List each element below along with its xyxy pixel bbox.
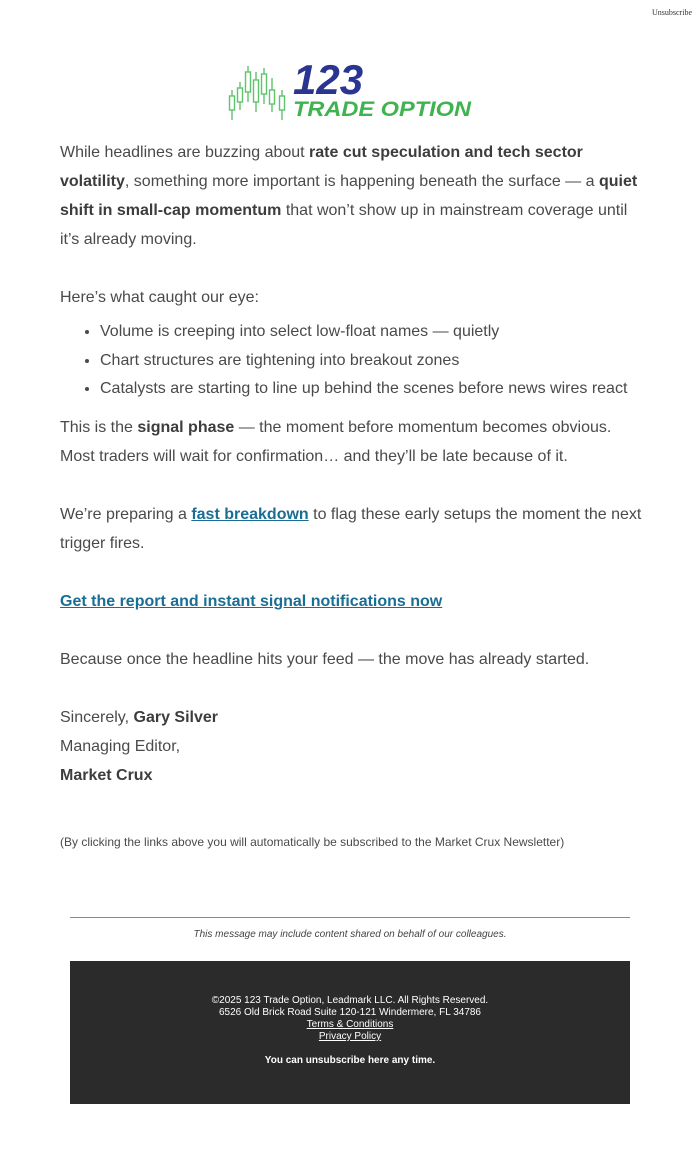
logo-number: 123 [293,56,364,103]
address-text: 6526 Old Brick Road Suite 120-121 Windermere, FL 34786 [219,1007,481,1018]
highlights-list [60,318,650,404]
footer [70,961,630,1104]
shared-content-note: This message may include content shared on behalf of our colleagues. [193,929,507,940]
footer-divider [70,917,630,918]
logo-text: TRADE OPTION [293,98,472,121]
because-paragraph: Because once the headline hits your feed — the move has already started. [60,650,590,668]
list-item: • Chart structures are tightening into breakout zones [100,347,650,376]
subscription-disclaimer: (By clicking the links above you will automatically be subscribed to the Market Crux Newsletter) [60,835,565,849]
intro-paragraph: While headlines are buzzing about rate cut speculation and tech sector volatility, something more important is happening beneath the surface — a quiet shift in small-cap momentum that won’t show up in mainstream coverage until it’s already moving. [60,144,638,248]
footer-unsubscribe-note[interactable]: You can unsubscribe here any time. [264,1055,436,1066]
signer-title: Managing Editor, [60,737,181,755]
signer-name: Gary Silver [133,708,219,726]
privacy-link[interactable]: Privacy Policy [318,1031,382,1042]
copyright-text: ©2025 123 Trade Option, Leadmark LLC. All Rights Reserved. [211,995,489,1006]
unsubscribe-link[interactable]: Unsubscribe [652,8,692,17]
fast-breakdown-link[interactable]: fast breakdown [191,505,309,523]
cta-paragraph [60,587,650,616]
logo [227,54,477,122]
company-name: Market Crux [60,766,153,784]
list-item: • Volume is creeping into select low-float names — quietly [100,318,650,347]
preparing-paragraph: We’re preparing a fast breakdown to flag these early setups the moment the next trigger fires. [60,505,642,552]
sincerely-text: Sincerely, [60,708,134,726]
email-body [60,138,650,790]
signature-block [60,703,650,790]
caught-eye-paragraph: Here’s what caught our eye: [60,289,259,306]
signal-paragraph: This is the signal phase — the moment before momentum becomes obvious. Most traders will wait for confirmation… and they’ll be late because of it. [60,418,612,465]
terms-link[interactable]: Terms & Conditions [306,1019,394,1030]
list-item: • Catalysts are starting to line up behind the scenes before news wires react [100,375,650,404]
candlestick-chart-icon [227,54,477,122]
get-report-link[interactable]: Get the report and instant signal notifications now [60,592,443,610]
